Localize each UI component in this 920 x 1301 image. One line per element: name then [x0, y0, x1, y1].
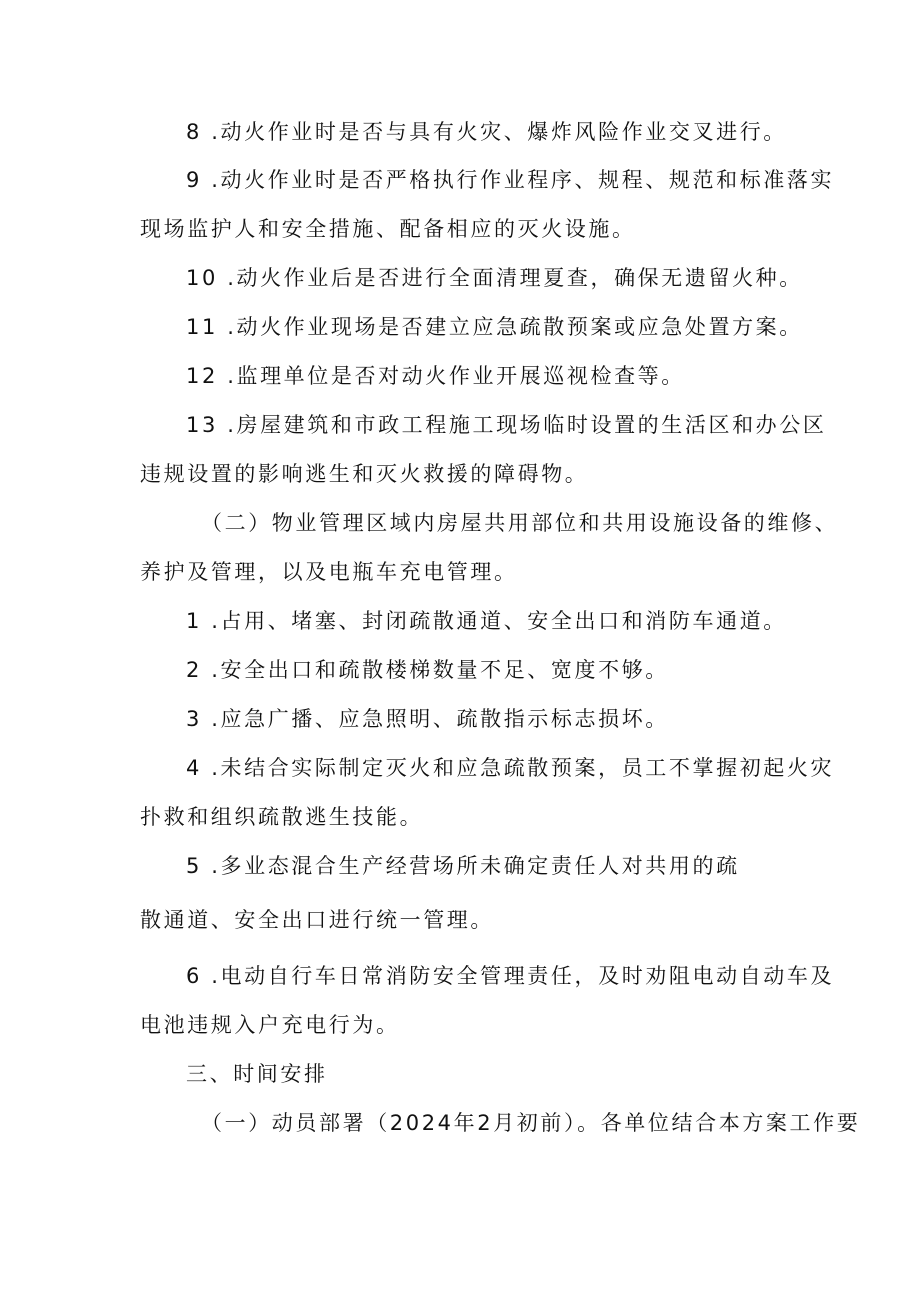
paragraph-subitem-5-line-1: 5 .多业态混合生产经营场所未确定责任人对共用的疏 — [186, 854, 740, 878]
paragraph-subitem-4-line-2: 扑救和组织疏散逃生技能。 — [140, 805, 424, 829]
section-two-heading-line-2: 养护及管理，以及电瓶车充电管理。 — [140, 560, 518, 584]
paragraph-subitem-3: 3 .应急广播、应急照明、疏散指示标志损坏。 — [186, 707, 669, 731]
schedule-item-1: （一）动员部署（2024年2月初前）。各单位结合本方案工作要 — [201, 1111, 861, 1135]
paragraph-subitem-6-line-1: 6 .电动自行车日常消防安全管理责任，及时劝阻电动自动车及 — [186, 964, 835, 988]
paragraph-subitem-1: 1 .占用、堵塞、封闭疏散通道、安全出口和消防车通道。 — [186, 609, 787, 633]
paragraph-item-9-line-1: 9 .动火作业时是否严格执行作业程序、规程、规范和标准落实 — [186, 168, 835, 192]
paragraph-subitem-5-line-2: 散通道、安全出口进行统一管理。 — [140, 908, 494, 932]
paragraph-subitem-2: 2 .安全出口和疏散楼梯数量不足、宽度不够。 — [186, 658, 669, 682]
paragraph-item-12: 12 .监理单位是否对动火作业开展巡视检查等。 — [186, 364, 685, 388]
paragraph-item-13-line-1: 13 .房屋建筑和市政工程施工现场临时设置的生活区和办公区 — [186, 413, 827, 437]
paragraph-subitem-6-line-2: 电池违规入户充电行为。 — [140, 1013, 400, 1037]
section-two-heading-line-1: （二）物业管理区域内房屋共用部位和共用设施设备的维修、 — [201, 511, 839, 535]
paragraph-item-10: 10 .动火作业后是否进行全面清理夏查，确保无遗留火种。 — [186, 266, 803, 290]
paragraph-item-11: 11 .动火作业现场是否建立应急疏散预案或应急处置方案。 — [186, 315, 803, 339]
paragraph-item-8: 8 .动火作业时是否与具有火灾、爆炸风险作业交叉进行。 — [186, 120, 787, 144]
paragraph-item-9-line-2: 现场监护人和安全措施、配备相应的灭火设施。 — [140, 217, 636, 241]
section-three-heading: 三、时间安排 — [186, 1062, 328, 1086]
paragraph-item-13-line-2: 违规设置的影响逃生和灭火救援的障碍物。 — [140, 462, 589, 486]
paragraph-subitem-4-line-1: 4 .未结合实际制定灭火和应急疏散预案，员工不掌握初起火灾 — [186, 756, 835, 780]
